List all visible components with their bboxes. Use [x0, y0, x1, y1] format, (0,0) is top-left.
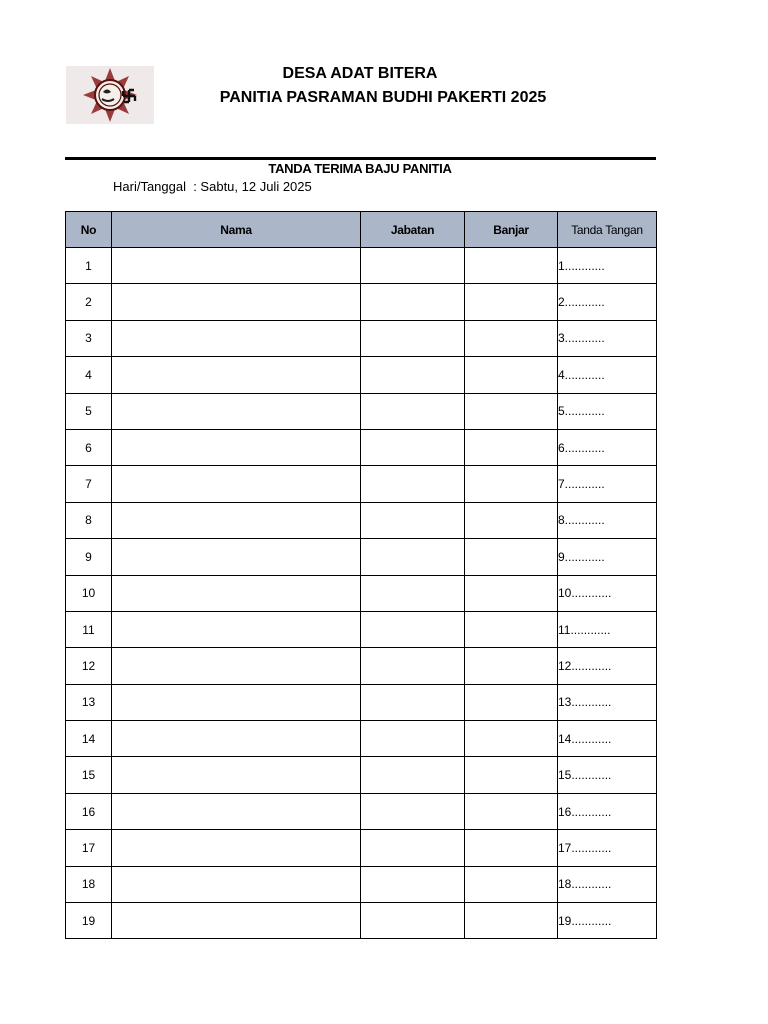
position-cell[interactable] [361, 248, 465, 284]
signature-cell[interactable]: 1............ [558, 248, 657, 284]
position-cell[interactable] [361, 793, 465, 829]
header-divider [65, 157, 656, 160]
banjar-cell[interactable] [465, 611, 558, 647]
banjar-cell[interactable] [465, 903, 558, 939]
committee-name: PANITIA PASRAMAN BUDHI PAKERTI 2025 [219, 89, 547, 106]
table-row [66, 830, 657, 866]
signature-cell[interactable]: 15............ [558, 757, 657, 793]
table-row [66, 903, 657, 939]
column-header-no: No [66, 212, 112, 248]
table-header-row [66, 212, 657, 248]
name-cell[interactable] [112, 320, 361, 356]
row-number-cell: 6 [66, 429, 112, 465]
table-row [66, 757, 657, 793]
name-cell[interactable] [112, 830, 361, 866]
banjar-cell[interactable] [465, 757, 558, 793]
name-cell[interactable] [112, 866, 361, 902]
position-cell[interactable] [361, 684, 465, 720]
name-cell[interactable] [112, 284, 361, 320]
signature-cell[interactable]: 19............ [558, 903, 657, 939]
name-cell[interactable] [112, 721, 361, 757]
row-number-cell: 8 [66, 502, 112, 538]
table-row [66, 721, 657, 757]
signature-cell[interactable]: 6............ [558, 429, 657, 465]
banjar-cell[interactable] [465, 648, 558, 684]
table-row [66, 684, 657, 720]
name-cell[interactable] [112, 903, 361, 939]
row-number-cell: 4 [66, 357, 112, 393]
banjar-cell[interactable] [465, 793, 558, 829]
document-title: TANDA TERIMA BAJU PANITIA [268, 161, 452, 176]
signature-cell[interactable]: 10............ [558, 575, 657, 611]
banjar-cell[interactable] [465, 393, 558, 429]
row-number-cell: 14 [66, 721, 112, 757]
row-number-cell: 9 [66, 539, 112, 575]
banjar-cell[interactable] [465, 575, 558, 611]
row-number-cell: 18 [66, 866, 112, 902]
position-cell[interactable] [361, 357, 465, 393]
column-header-banjar: Banjar [465, 212, 558, 248]
name-cell[interactable] [112, 611, 361, 647]
name-cell[interactable] [112, 648, 361, 684]
position-cell[interactable] [361, 502, 465, 538]
table-row [66, 393, 657, 429]
name-cell[interactable] [112, 393, 361, 429]
position-cell[interactable] [361, 866, 465, 902]
table-row [66, 611, 657, 647]
name-cell[interactable] [112, 757, 361, 793]
row-number-cell: 2 [66, 284, 112, 320]
signature-cell[interactable]: 11............ [558, 611, 657, 647]
name-cell[interactable] [112, 429, 361, 465]
row-number-cell: 10 [66, 575, 112, 611]
signature-cell[interactable]: 9............ [558, 539, 657, 575]
position-cell[interactable] [361, 466, 465, 502]
table-row [66, 502, 657, 538]
banjar-cell[interactable] [465, 466, 558, 502]
name-cell[interactable] [112, 502, 361, 538]
signature-cell[interactable]: 17............ [558, 830, 657, 866]
position-cell[interactable] [361, 284, 465, 320]
row-number-cell: 1 [66, 248, 112, 284]
table-row [66, 539, 657, 575]
position-cell[interactable] [361, 830, 465, 866]
signature-cell[interactable]: 8............ [558, 502, 657, 538]
column-header-nama: Nama [112, 212, 361, 248]
position-cell[interactable] [361, 429, 465, 465]
table-row [66, 284, 657, 320]
position-cell[interactable] [361, 903, 465, 939]
row-number-cell: 17 [66, 830, 112, 866]
row-number-cell: 5 [66, 393, 112, 429]
banjar-cell[interactable] [465, 866, 558, 902]
banjar-cell[interactable] [465, 684, 558, 720]
signature-cell[interactable]: 14............ [558, 721, 657, 757]
position-cell[interactable] [361, 721, 465, 757]
banjar-cell[interactable] [465, 357, 558, 393]
name-cell[interactable] [112, 793, 361, 829]
table-row [66, 866, 657, 902]
signature-cell[interactable]: 7............ [558, 466, 657, 502]
name-cell[interactable] [112, 575, 361, 611]
signature-cell[interactable]: 3............ [558, 320, 657, 356]
row-number-cell: 19 [66, 903, 112, 939]
signature-cell[interactable]: 13............ [558, 684, 657, 720]
name-cell[interactable] [112, 357, 361, 393]
row-number-cell: 11 [66, 611, 112, 647]
table-row [66, 429, 657, 465]
signature-cell[interactable]: 5............ [558, 393, 657, 429]
name-cell[interactable] [112, 684, 361, 720]
banjar-cell[interactable] [465, 429, 558, 465]
table-row [66, 793, 657, 829]
column-header-tanda-tangan: Tanda Tangan [558, 212, 657, 248]
row-number-cell: 3 [66, 320, 112, 356]
banjar-cell[interactable] [465, 502, 558, 538]
position-cell[interactable] [361, 539, 465, 575]
name-cell[interactable] [112, 466, 361, 502]
name-cell[interactable] [112, 539, 361, 575]
table-row [66, 575, 657, 611]
row-number-cell: 16 [66, 793, 112, 829]
banjar-cell[interactable] [465, 284, 558, 320]
signature-cell[interactable]: 16............ [558, 793, 657, 829]
row-number-cell: 7 [66, 466, 112, 502]
table-row [66, 357, 657, 393]
row-number-cell: 15 [66, 757, 112, 793]
table-row [66, 248, 657, 284]
position-cell[interactable] [361, 611, 465, 647]
table-row [66, 320, 657, 356]
banjar-cell[interactable] [465, 830, 558, 866]
position-cell[interactable] [361, 757, 465, 793]
banjar-cell[interactable] [465, 539, 558, 575]
date-line: Hari/Tanggal : Sabtu, 12 Juli 2025 [113, 179, 312, 194]
position-cell[interactable] [361, 393, 465, 429]
signature-cell[interactable]: 4............ [558, 357, 657, 393]
banjar-cell[interactable] [465, 320, 558, 356]
position-cell[interactable] [361, 320, 465, 356]
signature-cell[interactable]: 12............ [558, 648, 657, 684]
banjar-cell[interactable] [465, 248, 558, 284]
organization-name: DESA ADAT BITERA [282, 65, 438, 82]
receipt-table [65, 211, 657, 939]
row-number-cell: 12 [66, 648, 112, 684]
position-cell[interactable] [361, 575, 465, 611]
table-row [66, 648, 657, 684]
position-cell[interactable] [361, 648, 465, 684]
signature-cell[interactable]: 18............ [558, 866, 657, 902]
name-cell[interactable] [112, 248, 361, 284]
banjar-cell[interactable] [465, 721, 558, 757]
desa-adat-emblem-icon [66, 66, 154, 124]
row-number-cell: 13 [66, 684, 112, 720]
column-header-jabatan: Jabatan [361, 212, 465, 248]
table-row [66, 466, 657, 502]
signature-cell[interactable]: 2............ [558, 284, 657, 320]
